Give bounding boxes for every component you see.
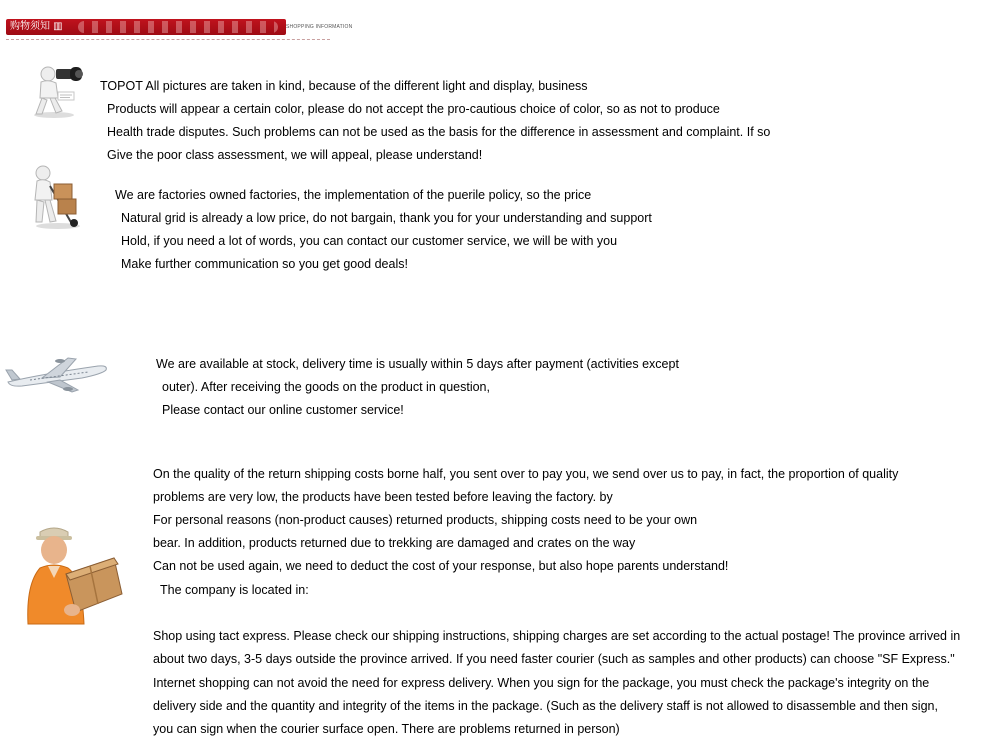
banner-ribbon [6,19,286,35]
text-line: We are available at stock, delivery time is usually within 5 days after payment (activities except [156,357,679,371]
text-line: you can sign when the courier surface open. There are problems returned in person) [153,722,620,736]
airplane-icon [2,352,110,396]
text-line: Shop using tact express. Please check our shipping instructions, shipping charges are set according to the actual postage! The province arrived in [153,629,961,643]
text-line: outer). After receiving the goods on the product in question, [162,380,490,394]
text-line: Can not be used again, we need to deduct the cost of your response, but also hope parents understand! [153,559,729,573]
text-line: Natural grid is already a low price, do not bargain, thank you for your understanding and support [121,211,652,225]
person-with-hand-truck-icon [30,164,86,230]
banner-title: 购物须知 ▥ [10,21,63,32]
text-line: The company is located in: [160,583,309,597]
text-line: Health trade disputes. Such problems can not be used as the basis for the difference in assessment and complaint. If so [107,125,771,139]
person-with-camera-icon [26,62,86,120]
text-line: Hold, if you need a lot of words, you can contact our customer service, we will be with you [121,234,618,248]
text-line: delivery side and the quantity and integrity of the items in the package. (Such as the delivery staff is not allowed to disassemble and then sign, [153,699,938,713]
text-line: We are factories owned factories, the implementation of the puerile policy, so the price [115,188,592,202]
text-line: Make further communication so you get good deals! [121,257,408,271]
text-line: problems are very low, the products have been tested before leaving the factory. by [153,490,613,504]
text-line: Please contact our online customer service! [162,403,404,417]
text-line: On the quality of the return shipping costs borne half, you sent over to pay you, we send over us to pay, in fact, the proportion of quality [153,467,899,481]
text-line: about two days, 3-5 days outside the province arrived. If you need faster courier (such as samples and other products) can choose "SF Express." [153,652,955,666]
banner-ornament [78,21,278,33]
text-line: Products will appear a certain color, please do not accept the pro-cautious choice of color, so as not to produce [107,102,720,116]
text-line: bear. In addition, products returned due to trekking are damaged and crates on the way [153,536,636,550]
text-line: For personal reasons (non-product causes) returned products, shipping costs need to be your own [153,513,698,527]
text-line: Internet shopping can not avoid the need for express delivery. When you sign for the package, you must check the package's integrity on the [153,676,930,690]
text-line: TOPOT All pictures are taken in kind, because of the different light and display, business [100,79,588,93]
banner-subtitle: SHOPPING INFORMATION [286,24,353,30]
text-line: Give the poor class assessment, we will appeal, please understand! [107,148,483,162]
shopping-info-banner [6,19,353,40]
delivery-man-with-box-icon [22,524,124,630]
